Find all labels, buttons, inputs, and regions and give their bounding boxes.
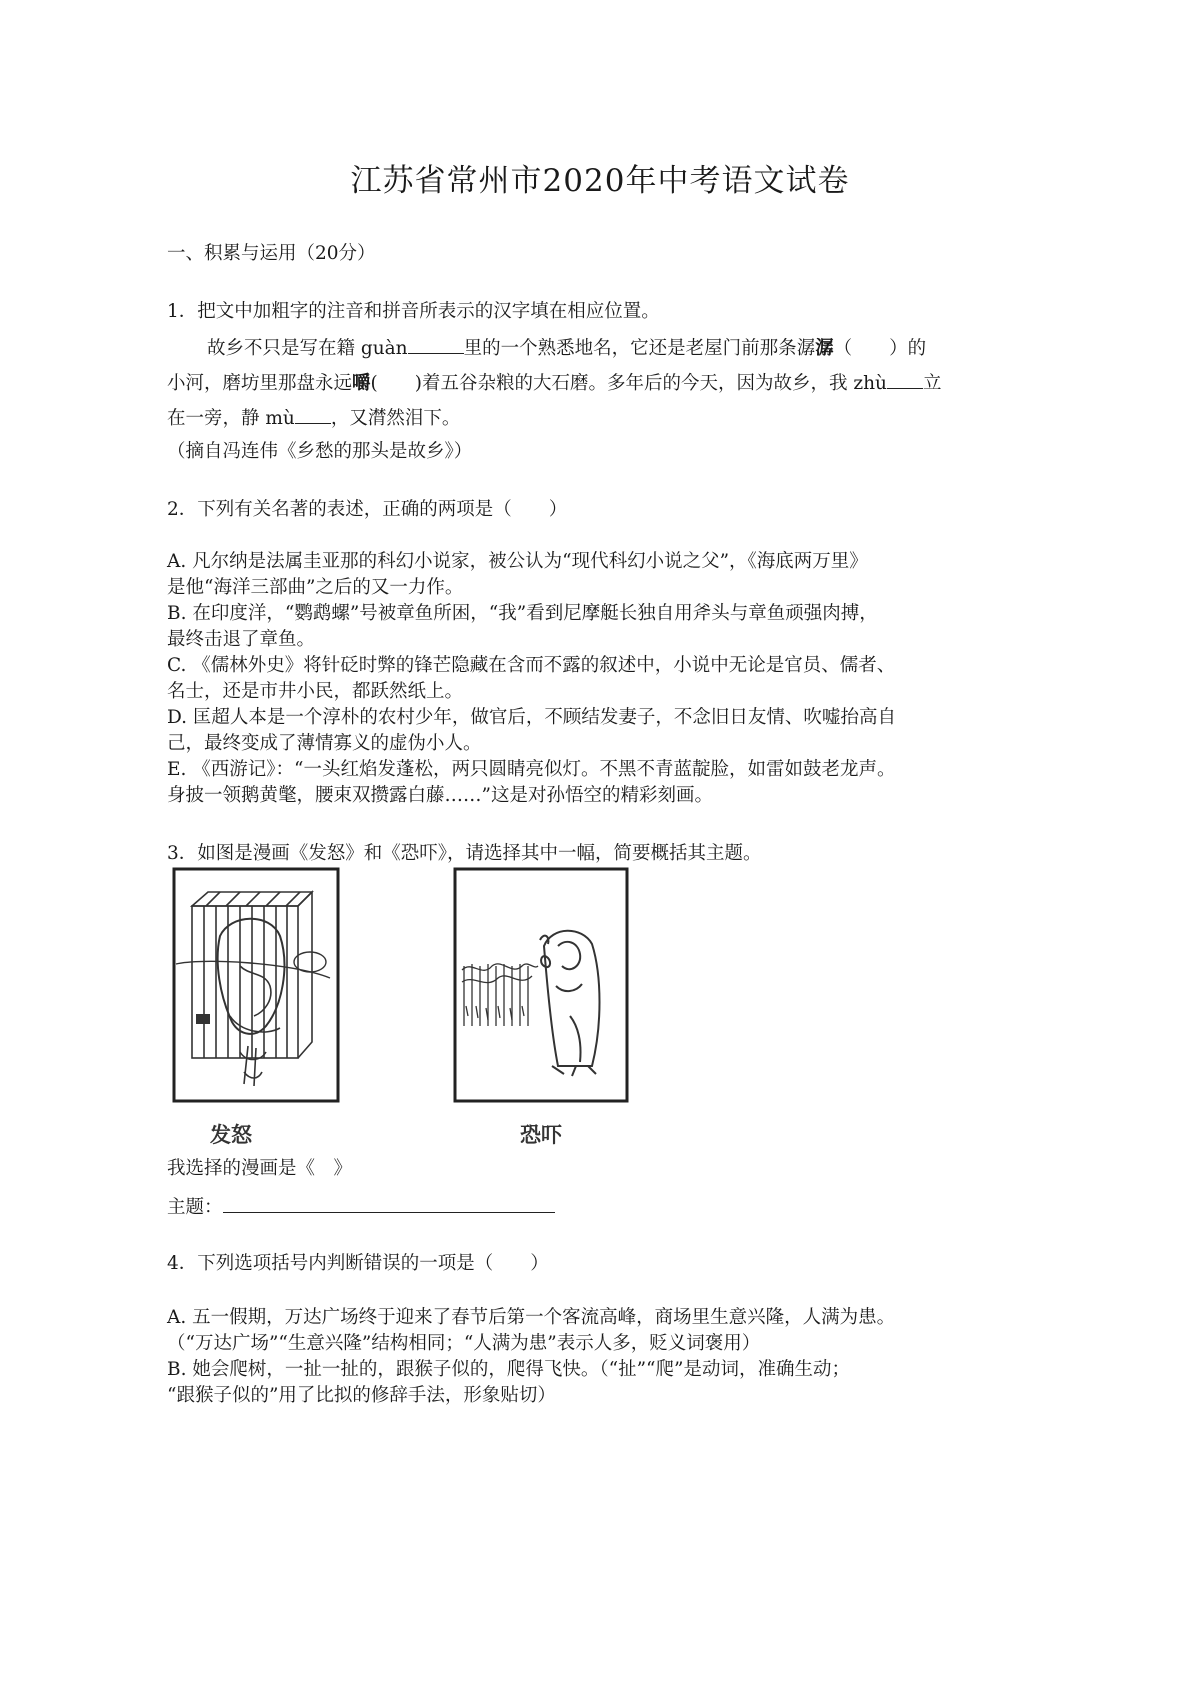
q2-option-a-line2: 是他“海洋三部曲”之后的又一力作。 (167, 577, 464, 598)
q2-option-d-line1: D. 匡超人本是一个淳朴的农村少年，做官后，不顾结发妻子，不念旧日友情、吹嘘抬高自 (167, 707, 896, 728)
q3-choice-line: 我选择的漫画是《 》 (167, 1158, 353, 1179)
q4-option-b-line1: B. 她会爬树，一扯一扯的，跟猴子似的，爬得飞快。（“扯”“爬”是动词，准确生动； (167, 1359, 850, 1380)
q1-line-2-a: 小河，磨坊里那盘永远 (167, 373, 353, 394)
bold-char-jiao: 嚼 (352, 373, 371, 394)
q3-theme-label: 主题： (167, 1197, 223, 1218)
q4-option-b-line2: “跟猴子似的”用了比拟的修辞手法，形象贴切） (167, 1385, 556, 1406)
q3-theme-line (167, 1192, 555, 1222)
q2-option-b-line2: 最终击退了章鱼。 (167, 629, 316, 650)
q1-line-1-b: 里的一个熟悉地名，它还是老屋门前那条潺 (463, 338, 816, 359)
q1-line-1 (207, 333, 926, 363)
q2-option-c-line1: C. 《儒林外史》将针砭时弊的锋芒隐藏在含而不露的叙述中，小说中无论是官员、儒者、 (167, 655, 896, 676)
q1-line-1-c: （ ）的 (833, 338, 927, 359)
cartoon-intimidation-caption: 恐吓 (520, 1123, 562, 1147)
q1-line-3-a: 在一旁，静 mù (167, 408, 295, 429)
q1-line-2-b: ( )着五谷杂粮的大石磨。多年后的今天，因为故乡，我 zhù (370, 373, 887, 394)
q2-option-e-line1: E. 《西游记》：“一头红焰发蓬松，两只圆睛亮似灯。不黑不青蓝靛脸，如雷如鼓老龙声。 (167, 759, 896, 780)
bold-char-chan: 潺 (815, 338, 834, 359)
q3-stem: 3．如图是漫画《发怒》和《恐吓》，请选择其中一幅，简要概括其主题。 (167, 843, 762, 864)
q1-source: （摘自冯连伟《乡愁的那头是故乡》） (167, 441, 473, 462)
q1-line-2 (167, 368, 941, 398)
q1-line-3 (167, 403, 460, 433)
q2-option-d-line2: 己，最终变成了薄情寡义的虚伪小人。 (167, 733, 482, 754)
q2-option-a-line1: A. 凡尔纳是法属圭亚那的科幻小说家，被公认为“现代科幻小说之父”，《海底两万里》 (167, 551, 868, 572)
q2-option-c-line2: 名士，还是市井小民，都跃然纸上。 (167, 681, 464, 702)
q1-line-1-a: 故乡不只是写在籍 guàn (207, 338, 408, 359)
q4-option-a-line1: A. 五一假期，万达广场终于迎来了春节后第一个客流高峰，商场里生意兴隆，人满为患。 (167, 1307, 896, 1328)
answer-blank-guan[interactable] (408, 333, 464, 354)
cartoon-anger (170, 866, 342, 1106)
q1-stem: 1．把文中加粗字的注音和拼音所表示的汉字填在相应位置。 (167, 301, 660, 322)
q4-stem: 4．下列选项括号内判断错误的一项是（ ） (167, 1253, 549, 1274)
cartoon-intimidation (452, 866, 630, 1106)
answer-blank-theme[interactable] (223, 1192, 555, 1213)
answer-blank-mu[interactable] (295, 403, 331, 424)
q4-option-a-line2: （“万达广场”“生意兴隆”结构相同；“人满为患”表示人多，贬义词褒用） (167, 1333, 761, 1354)
answer-blank-zhu[interactable] (887, 368, 923, 389)
q2-option-e-line2: 身披一领鹅黄氅，腰束双攒露白藤……”这是对孙悟空的精彩刻画。 (167, 785, 713, 806)
q1-line-2-c: 立 (922, 373, 942, 394)
page-title: 江苏省常州市2020年中考语文试卷 (350, 163, 850, 199)
section-heading: 一、积累与运用（20分） (167, 243, 376, 264)
q1-line-3-b: ，又潸然泪下。 (330, 408, 461, 429)
cartoon-anger-caption: 发怒 (210, 1123, 252, 1147)
q2-stem: 2．下列有关名著的表述，正确的两项是（ ） (167, 499, 568, 520)
q2-option-b-line1: B. 在印度洋，“鹦鹉螺”号被章鱼所困，“我”看到尼摩艇长独自用斧头与章鱼顽强肉搏， (167, 603, 878, 624)
